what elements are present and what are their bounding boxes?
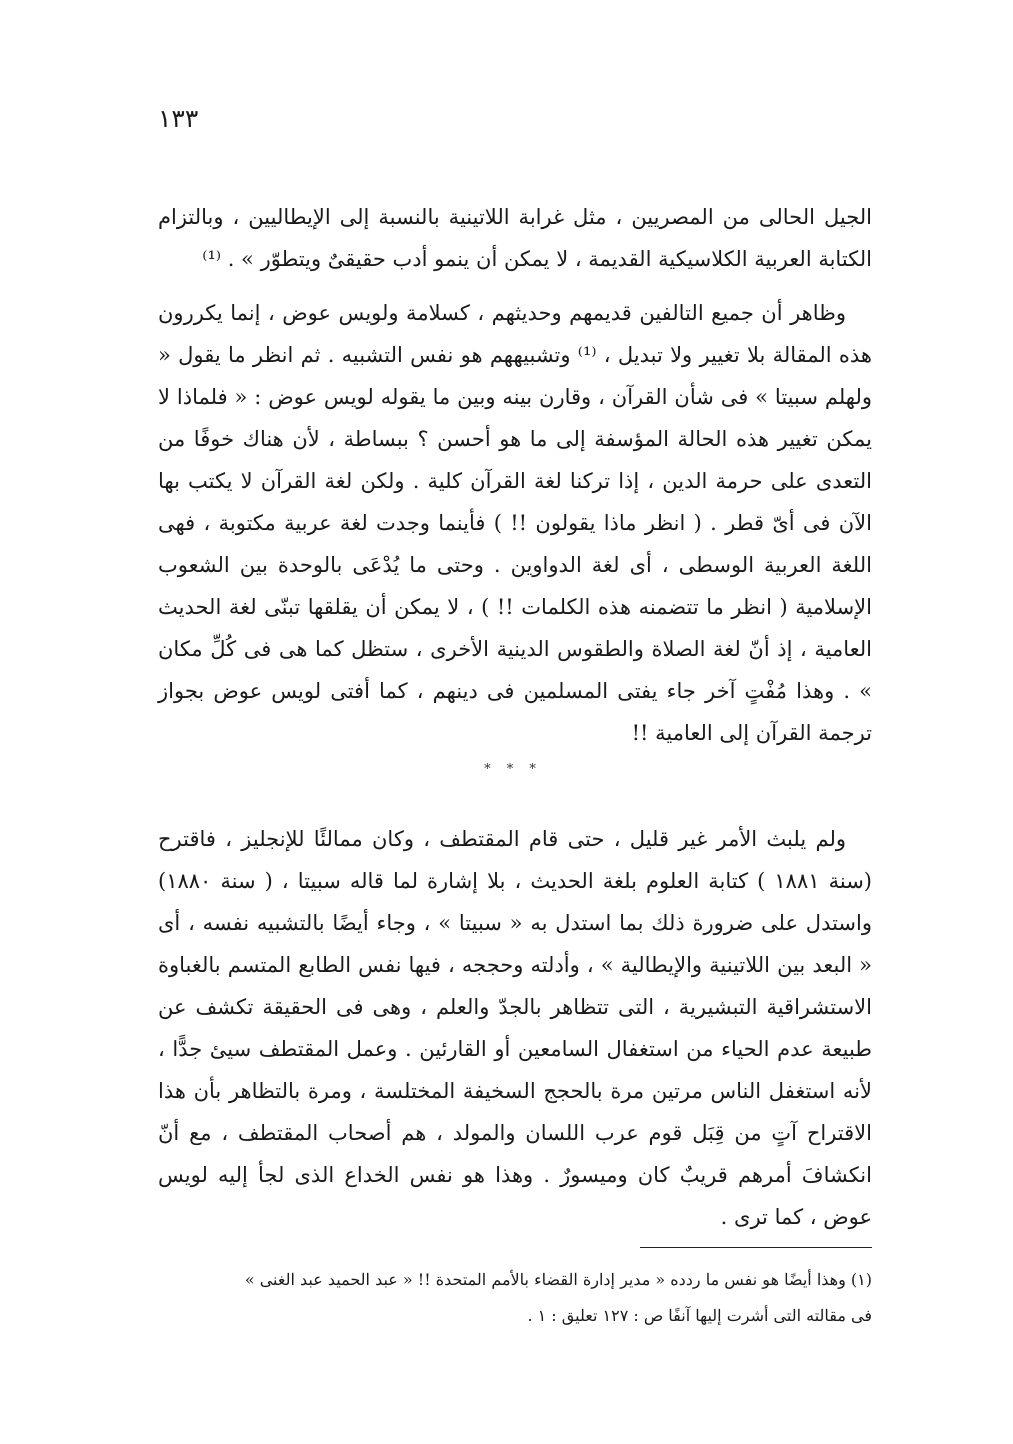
- footnote-continuation: فى مقالته التى أشرت إليها آنفًا ص : ١٢٧ تعليق : ١ .: [527, 1306, 872, 1325]
- paragraph: الجيل الحالى من المصريين ، مثل غرابة اللاتينية بالنسبة إلى الإيطاليين ، وبالتزام الكتابة العربية الكلاسيكية القديمة ، لا يمكن أن ينمو أدب حقيقىٌ ويتطوّر » . ⁽¹⁾: [158, 205, 872, 271]
- page-number: ١٣٣: [158, 104, 199, 133]
- footnote-separator: [640, 1247, 872, 1248]
- footnote: (١) وهذا أيضًا هو نفس ما ردده « مدير إدارة القضاء بالأمم المتحدة !! « عبد الحميد عبد الغنى »: [244, 1270, 872, 1289]
- body-text-block: [158, 292, 872, 754]
- body-text-block: [158, 196, 872, 280]
- body-text-block: [158, 818, 872, 1238]
- paragraph: ولم يلبث الأمر غير قليل ، حتى قام المقتطف ، وكان ممالئًا للإنجليز ، فاقترح (سنة ١٨٨١ ) كتابة العلوم بلغة الحديث ، بلا إشارة لما قاله سبيتا ، ( سنة ١٨٨٠) واستدل على ضرورة ذلك بما استدل به « سبيتا » ، وجاء أيضًا بالتشبيه نفسه ، أى « البعد بين اللاتينية والإيطالية » ، وأدلته وحججه ، فيها نفس الطابع المتسم بالغباوة الاستشراقية التبشيرية ، التى تتظاهر بالجدّ والعلم ، وهى فى الحقيقة تكشف عن طبيعة عدم الحياء من استغفال السامعين أو القارئين . وعمل المقتطف سيئ جدًّا ، لأنه استغفل الناس مرتين مرة بالحجج السخيفة المختلسة ، ومرة بالتظاهر بأن هذا الاقتراح آتٍ من قِبَل قوم عرب اللسان والمولد ، هم أصحاب المقتطف ، مع أنّ انكشافَ أمرهم قريبٌ كان وميسورٌ . وهذا هو نفس الخداع الذى لجأ إليه لويس عوض ، كما ترى .: [158, 827, 872, 1229]
- paragraph: وظاهر أن جميع التالفين قديمهم وحديثهم ، كسلامة ولويس عوض ، إنما يكررون هذه المقالة بلا تغيير ولا تبديل ، ⁽¹⁾ وتشبيههم هو نفس التشبيه . ثم انظر ما يقول « ولهلم سبيتا » فى شأن القرآن ، وقارن بينه وبين ما يقوله لويس عوض : « فلماذا لا يمكن تغيير هذه الحالة المؤسفة إلى ما هو أحسن ؟ ببساطة ، لأن هناك خوفًا من التعدى على حرمة الدين ، إذا تركنا لغة القرآن كلية . ولكن لغة القرآن لا يكتب بها الآن فى أىّ قطر . ( انظر ماذا يقولون !! ) فأينما وجدت لغة عربية مكتوبة ، فهى اللغة العربية الوسطى ، أى لغة الدواوين . وحتى ما يُدْعَى بالوحدة بين الشعوب الإسلامية ( انظر ما تتضمنه هذه الكلمات !! ) ، لا يمكن أن يقلقها تبنّى لغة الحديث العامية ، إذ أنّ لغة الصلاة والطقوس الدينية الأخرى ، ستظل كما هى فى كُلِّ مكان » . وهذا مُفْتٍ آخر جاء يفتى المسلمين فى دينهم ، كما أفتى لويس عوض بجواز ترجمة القرآن إلى العامية !!: [158, 301, 872, 745]
- footnotes: [158, 1262, 872, 1334]
- section-divider: * * *: [484, 762, 542, 777]
